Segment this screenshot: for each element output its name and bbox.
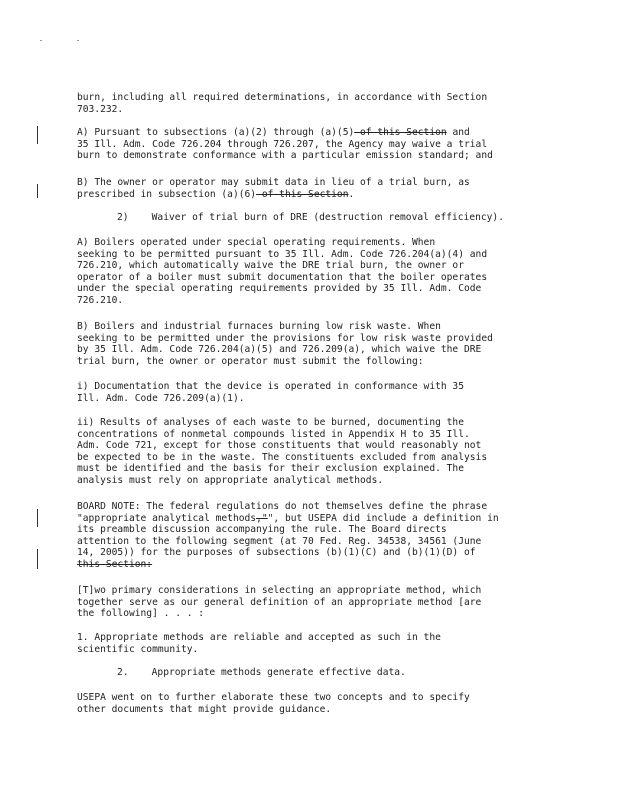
struck-text: this Section: [77, 558, 153, 570]
revision-bar [37, 126, 38, 144]
paragraph-b: B) The owner or operator may submit data in lieu of a trial burn, as prescribed in subsection (a)(6) of this Section. [77, 177, 470, 200]
struck-text: ," [256, 512, 268, 524]
struck-text: of this Section [354, 127, 447, 138]
heading-effective-data: 2. Appropriate methods generate effective data. [117, 667, 406, 678]
heading-waiver-dre: 2) Waiver of trial burn of DRE (destruction removal efficiency). [117, 212, 504, 223]
revision-bar [37, 549, 38, 569]
paragraph-ii: ii) Results of analyses of each waste to be burned, documenting the concentrations of nonmetal compounds listed in Appendix H to 35 Ill. Adm. Code 721, except for those constituents that would reasonably not be expected to be in the waste. The constituents excluded from analysis must be identified and the basis for their exclusion explained. The analysis must rely on appropriate analytical methods. [77, 417, 488, 486]
scan-speck [40, 40, 42, 41]
paragraph-boilers-a: A) Boilers operated under special operating requirements. When seeking to be permitted pursuant to 35 Ill. Adm. Code 726.204(a)(4) and 726.210, which automatically waive the DRE trial burn, the owner or operator of a boiler must submit documentation that the boiler operates under the special operating requirements provided by 35 Ill. Adm. Code 726.210. [77, 237, 488, 306]
paragraph-1: 1. Appropriate methods are reliable and accepted as such in the scientific community. [77, 632, 441, 655]
board-note: BOARD NOTE: The federal regulations do not themselves define the phrase "appropriate analytical methods,"", but USEPA did include a definition in its preamble discussion accompanying the rule. The Board directs attention to the following segment (at 70 Fed. Reg. 34538, 34561 (June 14, 2005)) for the purposes of subsections (b)(1)(C) and (b)(1)(D) of this Section: [77, 501, 499, 570]
paragraph-boilers-b: B) Boilers and industrial furnaces burning low risk waste. When seeking to be permitted under the provisions for low risk waste provided by 35 Ill. Adm. Code 726.204(a)(5) and 726.209(a), which waive the DRE trial burn, the owner or operator must submit the following: [77, 321, 493, 367]
paragraph-i: i) Documentation that the device is operated in conformance with 35 Ill. Adm. Code 726.209(a)(1). [77, 381, 464, 404]
revision-bar [37, 184, 38, 198]
paragraph-usepa: USEPA went on to further elaborate these two concepts and to specify other documents that might provide guidance. [77, 692, 470, 715]
paragraph-burn: burn, including all required determinations, in accordance with Section 703.232. [77, 92, 488, 115]
scan-speck [77, 40, 79, 41]
quote-paragraph: [T]wo primary considerations in selecting an appropriate method, which together serve as our general definition of an appropriate method [are the following] . . . : [77, 585, 482, 620]
paragraph-a: A) Pursuant to subsections (a)(2) through (a)(5) of this Section and 35 Ill. Adm. Code 726.204 through 726.207, the Agency may waive a trial burn to demonstrate conformance with a particular emission standard; and [77, 127, 493, 162]
struck-text: of this Section [256, 188, 349, 200]
revision-bar [37, 509, 38, 527]
